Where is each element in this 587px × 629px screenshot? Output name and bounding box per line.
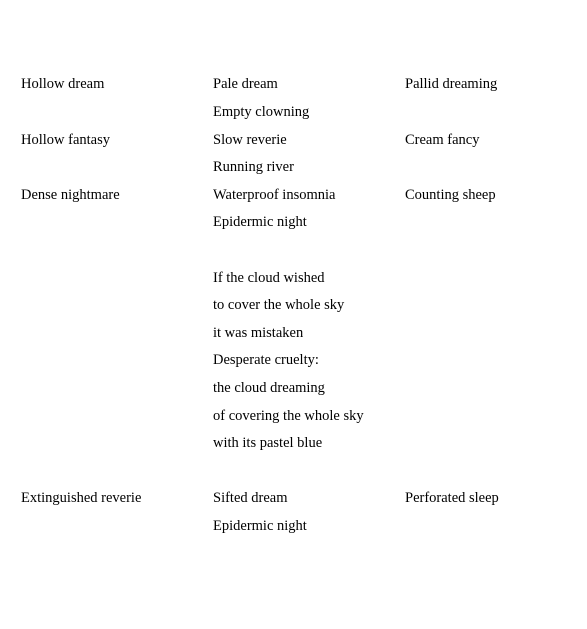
poem-line-7: with its pastel blue [213, 435, 323, 451]
row-3-col-3: Cream fancy [405, 132, 480, 148]
row-3-col-1: Hollow fantasy [21, 132, 110, 148]
row-3-col-2: Slow reverie [213, 132, 287, 148]
poem-line-4: Desperate cruelty: [213, 352, 319, 368]
end-row-2-col-2: Epidermic night [213, 518, 307, 534]
row-4-col-2: Running river [213, 159, 294, 175]
poem-line-2: to cover the whole sky [213, 297, 345, 313]
row-5-col-2: Waterproof insomnia [213, 187, 336, 203]
row-6-col-2: Epidermic night [213, 214, 307, 230]
poem-line-3: it was mistaken [213, 325, 304, 341]
poem-line-5: the cloud dreaming [213, 380, 325, 396]
row-1-col-3: Pallid dreaming [405, 76, 498, 92]
poem-line-1: If the cloud wished [213, 270, 325, 286]
row-1-col-2: Pale dream [213, 76, 278, 92]
row-5-col-1: Dense nightmare [21, 187, 120, 203]
row-2-col-2: Empty clowning [213, 104, 310, 120]
row-1-col-1: Hollow dream [21, 76, 105, 92]
end-row-1-col-2: Sifted dream [213, 490, 288, 506]
row-5-col-3: Counting sheep [405, 187, 496, 203]
end-row-1-col-1: Extinguished reverie [21, 490, 142, 506]
end-row-1-col-3: Perforated sleep [405, 490, 499, 506]
poem-line-6: of covering the whole sky [213, 408, 364, 424]
